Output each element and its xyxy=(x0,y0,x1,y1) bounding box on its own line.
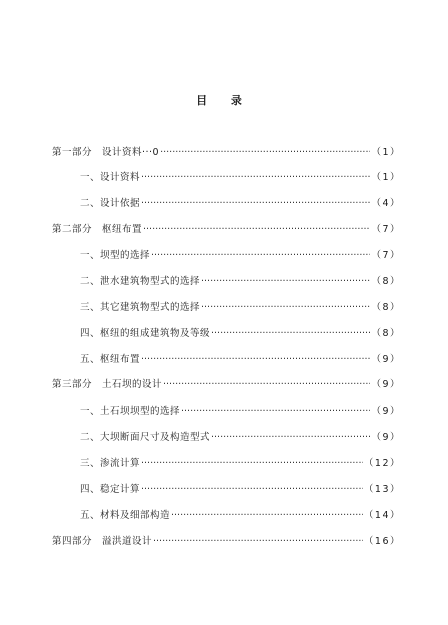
toc-entry-label: 二、设计依据 xyxy=(80,198,141,209)
toc-entry-page: （8） xyxy=(371,302,401,313)
toc-entry-page: （8） xyxy=(371,328,401,339)
toc-leader-dots xyxy=(201,275,370,289)
toc-leader-dots xyxy=(141,171,370,185)
toc-entry-label: 三、其它建筑物型式的选择 xyxy=(80,302,201,313)
toc-leader-dots xyxy=(171,509,363,523)
toc-entry-page: （1） xyxy=(371,172,401,183)
toc-entry-label: 第三部分 土石坝的设计 xyxy=(52,379,163,390)
toc-entry-page: （4） xyxy=(371,198,401,209)
toc-entry-label: 一、坝型的选择 xyxy=(80,250,151,261)
toc-entry-label: 一、设计资料 xyxy=(80,172,141,183)
toc-entry-page: （9） xyxy=(371,379,401,390)
toc-leader-dots xyxy=(163,378,370,392)
toc-leader-dots xyxy=(211,431,370,445)
toc-entry-label: 第四部分 溢洪道设计 xyxy=(52,536,153,547)
toc-leader-dots xyxy=(201,301,370,315)
toc-leader-dots xyxy=(141,457,363,471)
toc-entry-3-3 xyxy=(80,457,401,471)
toc-leader-dots xyxy=(141,197,370,211)
toc-leader-dots xyxy=(143,223,370,237)
toc-entry-label: 四、稳定计算 xyxy=(80,484,141,495)
toc-entry-page: （7） xyxy=(371,224,401,235)
toc-entry-part-2 xyxy=(52,223,401,237)
toc-entry-label: 三、渗流计算 xyxy=(80,458,141,469)
toc-entry-label: 二、大坝断面尺寸及构造型式 xyxy=(80,432,211,443)
toc-leader-dots xyxy=(151,249,370,263)
toc-entry-2-5 xyxy=(80,353,401,367)
toc-leader-dots xyxy=(141,483,363,497)
toc-entry-3-1 xyxy=(80,405,401,419)
toc-entry-page: （7） xyxy=(371,250,401,261)
toc-entry-page: （9） xyxy=(371,432,401,443)
toc-entry-page: （14） xyxy=(363,510,401,521)
toc-entry-label: 第二部分 枢纽布置 xyxy=(52,224,143,235)
toc-entry-page: （9） xyxy=(371,406,401,417)
toc-leader-dots xyxy=(211,327,370,341)
toc-entry-page: （12） xyxy=(363,458,401,469)
toc-leader-dots xyxy=(181,405,370,419)
toc-entry-part-3 xyxy=(52,378,401,392)
toc-leader-dots xyxy=(141,353,370,367)
toc-entry-label: 二、泄水建筑物型式的选择 xyxy=(80,276,201,287)
toc-leader-dots xyxy=(160,146,370,160)
toc-entry-3-5 xyxy=(80,509,401,523)
toc-entry-1-2 xyxy=(80,197,401,211)
toc-entry-2-1 xyxy=(80,249,401,263)
toc-title: 目 录 xyxy=(196,94,252,107)
toc-entry-part-1 xyxy=(52,146,401,160)
toc-entry-page: （16） xyxy=(363,536,401,547)
toc-entry-2-2 xyxy=(80,275,401,289)
toc-leader-dots xyxy=(153,535,363,549)
toc-entry-3-2 xyxy=(80,431,401,445)
toc-entry-1-1 xyxy=(80,171,401,185)
toc-entry-label: 五、枢纽布置 xyxy=(80,354,141,365)
toc-entry-label: 一、土石坝坝型的选择 xyxy=(80,406,181,417)
toc-entry-page: （8） xyxy=(371,276,401,287)
toc-entry-3-4 xyxy=(80,483,401,497)
toc-entry-2-3 xyxy=(80,301,401,315)
toc-entry-part-4 xyxy=(52,535,401,549)
toc-entry-label: 五、材料及细部构造 xyxy=(80,510,171,521)
toc-entry-label: 第一部分 设计资料···0 xyxy=(52,147,160,158)
toc-entry-label: 四、枢纽的组成建筑物及等级 xyxy=(80,328,211,339)
toc-entry-page: （9） xyxy=(371,354,401,365)
toc-entry-page: （13） xyxy=(363,484,401,495)
toc-entry-2-4 xyxy=(80,327,401,341)
toc-entry-page: （1） xyxy=(371,147,401,158)
